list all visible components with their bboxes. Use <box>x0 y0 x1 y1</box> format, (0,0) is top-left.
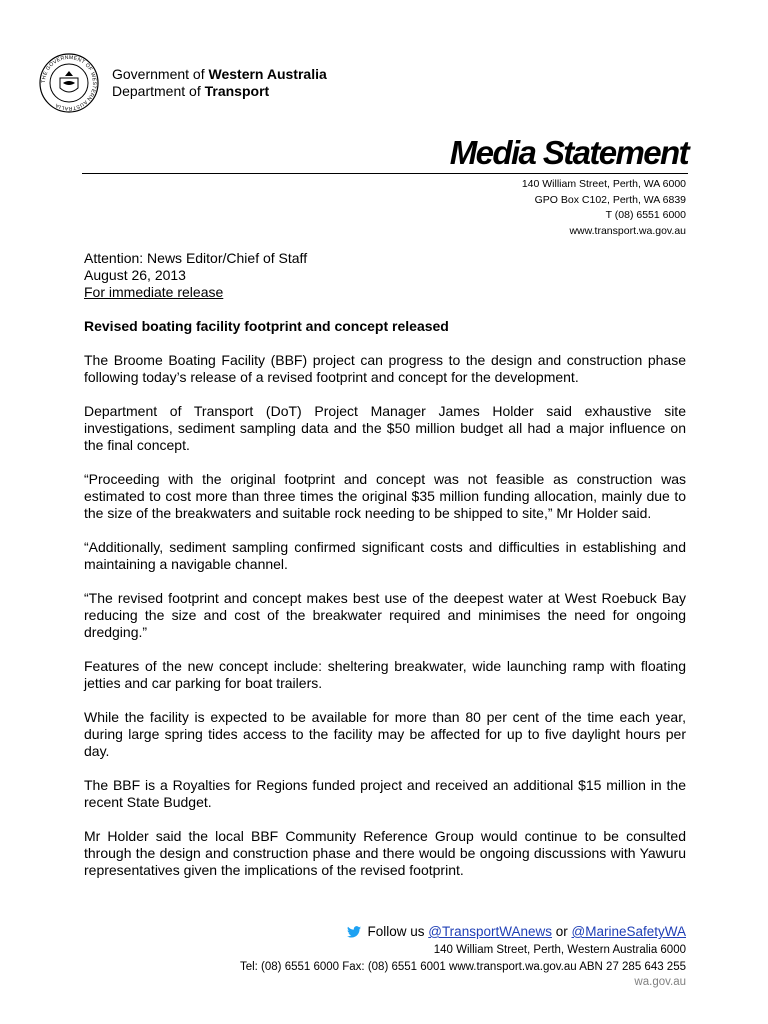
release-status: For immediate release <box>84 284 224 300</box>
website-line: www.transport.wa.gov.au <box>569 224 686 237</box>
address-line: 140 William Street, Perth, WA 6000 <box>521 178 686 190</box>
paragraph: Features of the new concept include: sheltering breakwater, wide launching ramp with floating jetties and car parking for boat trailers. <box>84 658 686 691</box>
paragraph: While the facility is expected to be available for more than 80 per cent of the time each year, during large spring tides access to the facility may be affected for up to five daylight hours per day. <box>84 709 686 759</box>
twitter-bird-icon <box>347 926 361 938</box>
phone-line: T (08) 6551 6000 <box>605 209 686 221</box>
paragraph: “The revised footprint and concept makes best use of the deepest water at West Roebuck Bay reducing the size and cost of the breakwater required and minimises the need for ongoing dredging.” <box>84 590 686 640</box>
twitter-handle-transportwanews[interactable]: @TransportWAnews <box>428 924 552 939</box>
paragraph: The BBF is a Royalties for Regions funded project and received an additional $15 million in the recent State Budget. <box>84 777 686 810</box>
department-line: Department of Transport <box>112 83 270 99</box>
paragraph: “Additionally, sediment sampling confirmed significant costs and difficulties in establishing and maintaining a navigable channel. <box>84 539 686 572</box>
address-line: GPO Box C102, Perth, WA 6839 <box>534 193 686 206</box>
statement-body <box>84 250 686 879</box>
footer-contact: Tel: (08) 6551 6000 Fax: (08) 6551 6001 www.transport.wa.gov.au ABN 27 285 643 255 <box>239 961 686 973</box>
release-meta <box>84 250 686 301</box>
page-title: Media Statement <box>449 134 688 171</box>
government-line: Government of Western Australia <box>112 66 327 82</box>
statement-headline: Revised boating facility footprint and concept released <box>84 318 449 334</box>
social-follow: Follow us @TransportWAnews or @MarineSafetyWA <box>347 924 686 939</box>
attention-line: Attention: News Editor/Chief of Staff <box>84 250 308 266</box>
government-identity <box>112 66 327 100</box>
paragraph: The Broome Boating Facility (BBF) project can progress to the design and construction phase following today’s release of a revised footprint and concept for the development. <box>84 352 686 385</box>
paragraph: Department of Transport (DoT) Project Manager James Holder said exhaustive site investigations, sediment sampling data and the $50 million budget all had a major influence on the final concept. <box>84 403 686 453</box>
header-divider <box>82 173 688 174</box>
release-date: August 26, 2013 <box>84 267 186 283</box>
paragraph: “Proceeding with the original footprint and concept was not feasible as construction was estimated to cost more than three times the original $35 million funding allocation, mainly due to the size of the breakwaters and suitable rock needing to be shipped to site,” Mr Holder said. <box>84 471 686 521</box>
wa-government-crest-icon <box>38 52 100 114</box>
footer-site: wa.gov.au <box>634 976 686 988</box>
header-address <box>522 177 686 239</box>
twitter-handle-marinesafetywa[interactable]: @MarineSafetyWA <box>571 924 686 939</box>
paragraph: Mr Holder said the local BBF Community Reference Group would continue to be consulted through the design and construction phase and there would be ongoing discussions with Yawuru representatives given the implications of the revised footprint. <box>84 828 686 878</box>
footer-address: 140 William Street, Perth, Western Australia 6000 <box>433 944 686 956</box>
crest-lettering: THE GOVERNMENT OF WESTERN AUSTRALIA <box>40 54 98 112</box>
